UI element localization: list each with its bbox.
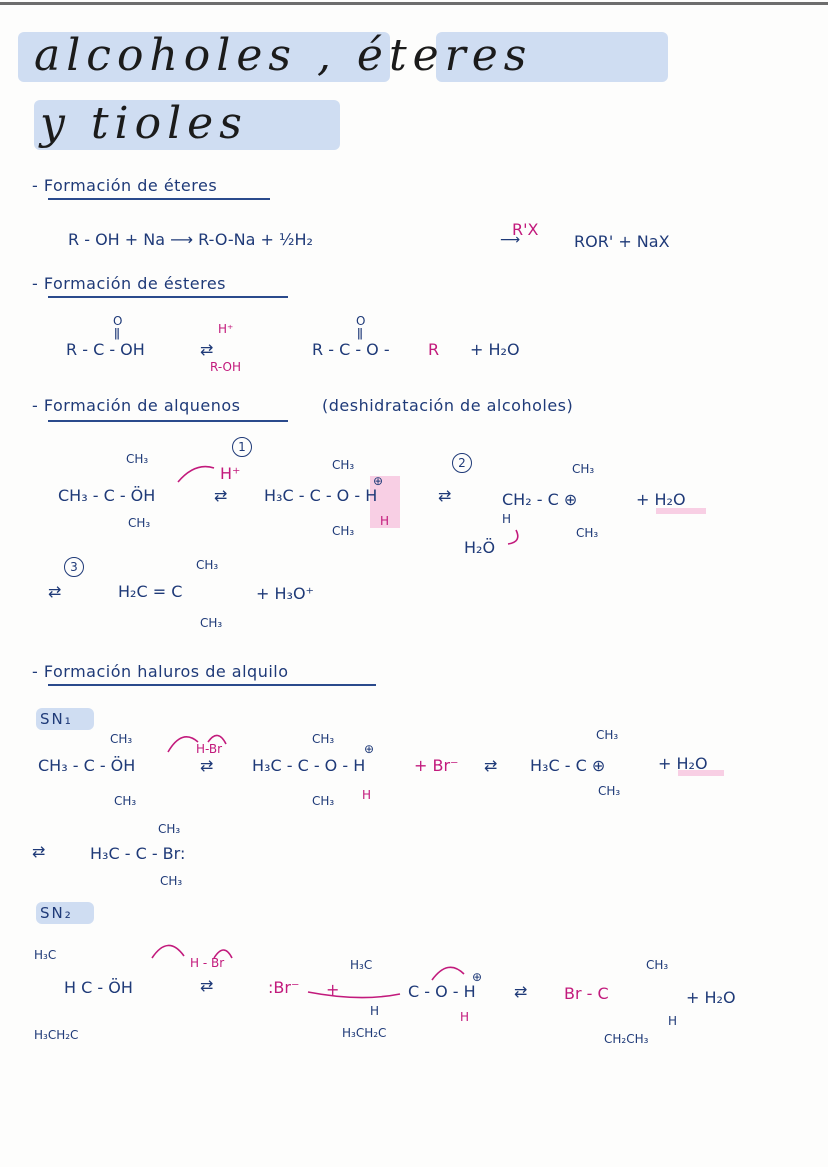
sn1-inter-ch3-bottom: CH₃ [312,794,335,808]
alq-prod-ch3-bottom: CH₃ [200,616,223,630]
arrow-sn2-2 [214,950,232,958]
sn2-prod-ch3: CH₃ [646,958,669,972]
sn2-inter: C - O - H [408,982,476,1001]
ester-equilibrium: ⇄ [200,340,214,359]
alq-arrow-1: ⇄ [214,486,228,505]
ester-reactant: R - C - OH [66,340,145,359]
page-title-line2: y tioles [40,98,248,149]
ester-catalyst-bottom: R-OH [210,360,241,374]
sn2-inter-charge: ⊕ [472,970,483,984]
ester-product-r: R [428,340,440,359]
sn2-h3c: H₃C [34,948,57,962]
sn1-arrow-3: ⇄ [32,842,46,861]
sn1-hbr: H-Br [196,742,223,756]
sn2-product: Br - C [564,984,609,1003]
sn1-inter-charge: ⊕ [364,742,375,756]
sn2-arrow-1: ⇄ [200,976,214,995]
alq-inter2-ch3-top: CH₃ [572,462,595,476]
alq-arrow-2: ⇄ [438,486,452,505]
eq-eteres: R - OH + Na ⟶ R-O-Na + ½H₂ [68,230,313,249]
heading-alquenos: - Formación de alquenos [32,396,241,415]
alq-inter1: H₃C - C - O - H [264,486,378,505]
alq-hplus: H⁺ [220,464,241,483]
ester-catalyst-top: H⁺ [218,322,234,336]
sn1-inter-ch3-top: CH₃ [312,732,335,746]
sn1-cation: H₃C - C ⊕ [530,756,606,775]
eq-eteres-product: ROR' + NaX [574,232,670,251]
sn1-reactant: CH₃ - C - ÖH [38,756,136,775]
alq-product: H₂C = C [118,582,183,601]
sn1-label: SN₁ [40,710,73,728]
sn1-br-minus: + Br⁻ [414,756,459,775]
sn2-h3ch2c: H₃CH₂C [34,1028,79,1042]
sn2-inter-h3c: H₃C [350,958,373,972]
step-2-marker: 2 [452,452,472,473]
ester-oxygen-2: O [356,314,366,328]
alq-inter2-h: H [502,512,512,526]
sn2-water: + H₂O [686,988,736,1007]
sn2-prod-ch2ch3: CH₂CH₃ [604,1032,649,1046]
alq-inter1-ch3-bottom: CH₃ [332,524,355,538]
sn1-water: + H₂O [658,754,708,773]
sn1-cation-ch3-bottom: CH₃ [598,784,621,798]
sn1-inter-h: H [362,788,372,802]
sn2-br-nucleophile: :Br⁻ [268,978,300,997]
alq-water: + H₂O [636,490,686,509]
alq-inter2-ch3-bottom: CH₃ [576,526,599,540]
arrow-alq-2 [508,530,518,544]
alq-inter1-ch3-top: CH₃ [332,458,355,472]
sn1-prod-ch3-bottom: CH₃ [160,874,183,888]
alq-inter1-h: H [380,514,390,528]
alq-arrow-3: ⇄ [48,582,62,601]
alq-prod-ch3-top: CH₃ [196,558,219,572]
sn1-inter: H₃C - C - O - H [252,756,366,775]
alq-h3o: + H₃O⁺ [256,584,314,603]
sn2-hbr: H - Br [190,956,225,970]
sn2-inter-h: H [370,1004,380,1018]
sn1-cation-ch3-top: CH₃ [596,728,619,742]
page-title-line1: alcoholes , éteres [34,30,533,81]
sn2-prod-h: H [668,1014,678,1028]
alq-inter2: CH₂ - C ⊕ [502,490,578,509]
sn1-prod-ch3-top: CH₃ [158,822,181,836]
sn2-inter-h3ch2c: H₃CH₂C [342,1026,387,1040]
step-3-marker: 3 [64,556,84,577]
heading-eteres: - Formación de éteres [32,176,218,195]
eq-eteres-reagent: R'X [512,220,539,239]
sn1-arrow-2: ⇄ [484,756,498,775]
arrow-sn1-1 [168,737,198,752]
sn1-ch3-top: CH₃ [110,732,133,746]
heading-esteres: - Formación de ésteres [32,274,227,293]
sn2-inter-oh-h: H [460,1010,470,1024]
arrow-sn2-4 [432,967,464,980]
arrow-sn2-3 [308,992,400,998]
ester-product-water: + H₂O [470,340,520,359]
alq-reactant: CH₃ - C - ÖH [58,486,156,505]
ester-double-bond-1: ǁ [114,326,120,340]
sn1-product: H₃C - C - Br: [90,844,186,863]
arrow-alq-1 [178,467,214,482]
alq-inter1-charge: ⊕ [373,474,384,488]
sn2-label: SN₂ [40,904,73,922]
sn1-ch3-bottom: CH₃ [114,794,137,808]
arrow-sn1-2 [208,735,226,744]
heading-haluros: - Formación haluros de alquilo [32,662,289,681]
sn2-arrow-2: ⇄ [514,982,528,1001]
alq-ch3-top: CH₃ [126,452,149,466]
step-1-marker: 1 [232,436,252,457]
ester-product: R - C - O - [312,340,390,359]
sn2-plus: + [326,980,340,999]
sn2-center: H C - ÖH [64,978,133,997]
alq-ch3-bottom: CH₃ [128,516,151,530]
arrow-sn2-1 [152,945,184,958]
heading-alquenos-note: (deshidratación de alcoholes) [322,396,574,415]
ester-oxygen-1: O [113,314,123,328]
eq-eteres-arrow: ⟶ [500,232,521,248]
sn1-arrow-1: ⇄ [200,756,214,775]
ester-double-bond-2: ǁ [357,326,363,340]
alq-base: H₂Ö [464,538,496,557]
